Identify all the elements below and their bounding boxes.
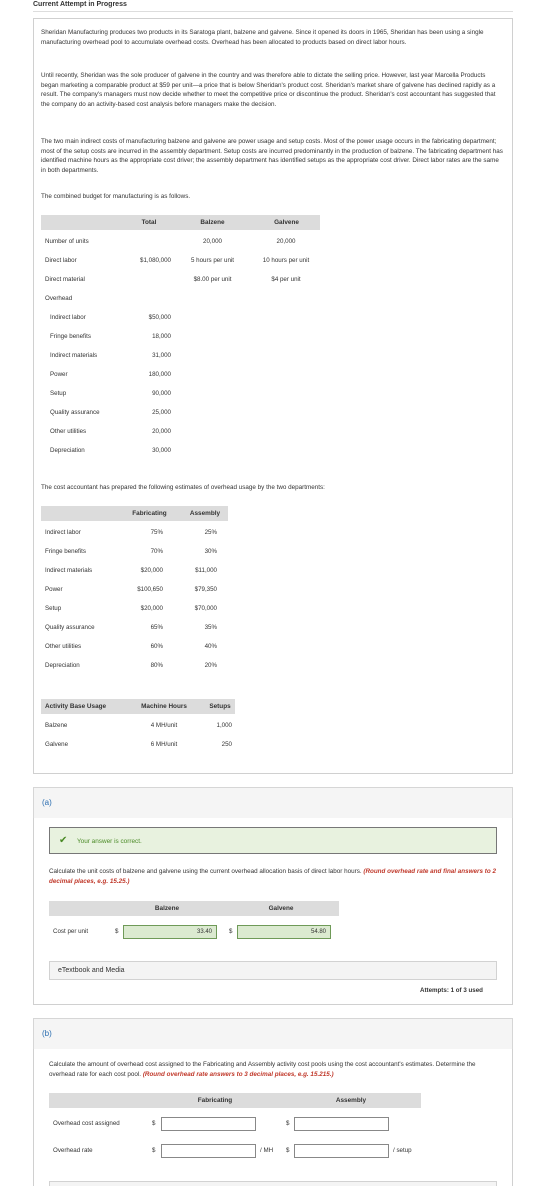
intro-paragraph-5: The cost accountant has prepared the following estimates of overhead usage by the two departments: — [41, 484, 325, 491]
attempts-counter: Attempts: 1 of 3 used — [420, 987, 483, 994]
activity-row-mh: 6 MH/unit — [150, 741, 178, 748]
usage-row-assembly: 35% — [204, 624, 217, 631]
part-b-question-text: Calculate the amount of overhead cost assigned to the Fabricating and Assembly activity cost pools using the cost accountant's estimates. Determine the overhead rate for each cost pool. — [49, 1061, 476, 1078]
budget-row-total: 31,000 — [152, 352, 171, 359]
correct-answer-message: Your answer is correct. — [77, 838, 142, 845]
fab-overhead-cost-input[interactable] — [161, 1117, 256, 1131]
asm-rate-currency: $ — [286, 1147, 290, 1154]
fab-rate-unit: / MH — [260, 1147, 274, 1154]
activity-row-setups: 1,000 — [216, 722, 232, 729]
part-b-header — [33, 1018, 513, 1050]
part-a-question-text: Calculate the unit costs of balzene and galvene using the current overhead allocation basis of direct labor hours. — [49, 868, 362, 875]
correct-answer-banner — [49, 827, 497, 854]
asm-rate-unit: / setup — [393, 1147, 412, 1154]
activity-row-mh: 4 MH/unit — [150, 722, 178, 729]
budget-header-galvene: Galvene — [274, 219, 299, 226]
usage-row-assembly: 30% — [204, 548, 217, 555]
usage-row-label: Setup — [45, 605, 62, 612]
budget-row-label: Number of units — [45, 238, 89, 245]
usage-row-label: Power — [45, 586, 63, 593]
usage-row-label: Indirect labor — [45, 529, 81, 536]
activity-header-base: Activity Base Usage — [45, 703, 107, 710]
intro-paragraph-3: The two main indirect costs of manufacturing balzene and galvene are power usage and setup costs. Most of the power usage occurs in the fabricating department; most of the setup costs are incurred in the assembly department. Setup costs are incurred predominantly in the production of balzene. The fabricating department has identified machine hours as the appropriate cost driver; the assembly department has identified setups as the appropriate cost driver. Direct labor rates are the same in both departments. — [41, 138, 503, 174]
usage-row-label: Other utilities — [45, 643, 82, 650]
activity-row-label: Balzene — [45, 722, 68, 729]
usage-header-fabricating: Fabricating — [132, 510, 167, 517]
part-b-col-fabricating: Fabricating — [197, 1097, 233, 1104]
budget-row-total: $1,080,000 — [140, 257, 171, 264]
budget-row-total: 90,000 — [152, 390, 171, 397]
asm-overhead-cost-input[interactable] — [294, 1117, 389, 1131]
budget-row-label: Fringe benefits — [50, 333, 91, 340]
usage-row-assembly: $79,350 — [194, 586, 217, 593]
part-a-hint: (Round overhead rate and final answers to 2 decimal places, e.g. 15.25.) — [49, 868, 496, 885]
budget-row-label: Indirect materials — [50, 352, 98, 359]
fab-rate-currency: $ — [152, 1147, 156, 1154]
asm-overhead-rate-input[interactable] — [294, 1144, 389, 1158]
activity-header-setups: Setups — [209, 703, 231, 710]
usage-row-fabricating: 60% — [150, 643, 163, 650]
part-b-next-box — [49, 1181, 497, 1186]
usage-row-label: Indirect materials — [45, 567, 93, 574]
budget-row-galvene: 10 hours per unit — [262, 257, 310, 264]
balzene-currency: $ — [115, 928, 119, 935]
usage-row-assembly: $11,000 — [195, 567, 217, 574]
usage-row-fabricating: $100,650 — [137, 586, 163, 593]
intro-paragraph-4: The combined budget for manufacturing is as follows. — [41, 193, 191, 200]
usage-row-fabricating: $20,000 — [140, 567, 163, 574]
budget-row-total: 180,000 — [148, 371, 171, 378]
part-a-header — [33, 787, 513, 819]
budget-row-label: Overhead — [45, 295, 73, 302]
usage-header-assembly: Assembly — [189, 510, 221, 517]
budget-row-total: $50,000 — [148, 314, 171, 321]
budget-row-label: Other utilities — [50, 428, 87, 435]
budget-row-balzene: $8.00 per unit — [193, 276, 232, 283]
part-a-label: (a) — [42, 798, 52, 807]
galvene-currency: $ — [229, 928, 233, 935]
balzene-cost-input[interactable]: 33.40 — [123, 925, 217, 939]
budget-row-label: Depreciation — [50, 447, 85, 454]
usage-row-fabricating: 75% — [150, 529, 163, 536]
attempt-header-title: Current Attempt in Progress — [33, 1, 127, 8]
galvene-cost-input[interactable]: 54.80 — [237, 925, 331, 939]
budget-header-total: Total — [141, 219, 157, 226]
part-b-col-assembly: Assembly — [335, 1097, 367, 1104]
budget-row-label: Setup — [50, 390, 67, 397]
budget-row-total: 25,000 — [152, 409, 171, 416]
part-a-col-balzene: Balzene — [154, 905, 180, 912]
usage-row-fabricating: 80% — [150, 662, 163, 669]
budget-row-balzene: 20,000 — [203, 238, 222, 245]
overhead-cost-assigned-label: Overhead cost assigned — [53, 1120, 120, 1127]
intro-paragraph-1: Sheridan Manufacturing produces two products in its Saratoga plant, balzene and galvene. Since it opened its doors in 1965, Sheridan has been using a single manufacturing overhead pool to accumulate overhead costs. Overhead has been allocated to products based on direct labor hours. — [41, 29, 484, 46]
problem-panel — [33, 18, 513, 774]
part-b-question — [49, 1060, 497, 1079]
budget-row-label: Power — [50, 371, 68, 378]
activity-row-setups: 250 — [221, 741, 232, 748]
attempt-header — [33, 0, 513, 12]
usage-row-assembly: $70,000 — [194, 605, 217, 612]
part-a-col-galvene: Galvene — [268, 905, 294, 912]
budget-row-galvene: 20,000 — [276, 238, 296, 245]
budget-header-balzene: Balzene — [200, 219, 225, 226]
usage-row-label: Depreciation — [45, 662, 80, 669]
budget-row-total: 18,000 — [152, 333, 171, 340]
budget-row-balzene: 5 hours per unit — [191, 257, 234, 264]
budget-row-label: Indirect labor — [50, 314, 86, 321]
part-a-question — [49, 867, 497, 886]
intro-paragraph-2: Until recently, Sheridan was the sole producer of galvene in the country and was therefore able to dictate the selling price. However, last year Marcella Products began marketing a comparable product at $59 per unit—a price that is below Sheridan's product cost. Sheridan's market share of galvene has declined rapidly as a result. The company's managers must now decide whether to meet the competitive price or discontinue the product. Sheridan's cost accountant has suggested that the company do an activity-based cost analysis before managers make the decision. — [41, 72, 496, 108]
activity-header-mh: Machine Hours — [141, 703, 187, 710]
budget-row-label: Direct labor — [45, 257, 77, 264]
cost-per-unit-label: Cost per unit — [53, 928, 89, 935]
budget-row-total: 20,000 — [152, 428, 171, 435]
budget-row-galvene: $4 per unit — [271, 276, 301, 283]
asm-cost-currency: $ — [286, 1120, 290, 1127]
usage-row-label: Fringe benefits — [45, 548, 86, 555]
usage-row-assembly: 25% — [204, 529, 217, 536]
fab-cost-currency: $ — [152, 1120, 156, 1127]
budget-row-total: 30,000 — [152, 447, 171, 454]
etextbook-media-label: eTextbook and Media — [58, 967, 125, 974]
overhead-rate-label: Overhead rate — [53, 1147, 93, 1154]
usage-row-label: Quality assurance — [45, 624, 95, 631]
part-b-label: (b) — [42, 1029, 52, 1038]
usage-row-assembly: 40% — [204, 643, 217, 650]
fab-overhead-rate-input[interactable] — [161, 1144, 256, 1158]
usage-row-fabricating: 65% — [150, 624, 163, 631]
activity-row-label: Galvene — [45, 741, 69, 748]
part-b-hint: (Round overhead rate answers to 3 decimal places, e.g. 15.215.) — [142, 1070, 334, 1078]
budget-row-label: Direct material — [45, 276, 85, 283]
etextbook-media-button[interactable] — [49, 961, 497, 980]
budget-row-label: Quality assurance — [50, 409, 100, 416]
usage-row-fabricating: 70% — [150, 548, 163, 555]
usage-row-assembly: 20% — [204, 662, 217, 669]
usage-row-fabricating: $20,000 — [140, 605, 163, 612]
check-icon: ✔ — [59, 835, 68, 846]
